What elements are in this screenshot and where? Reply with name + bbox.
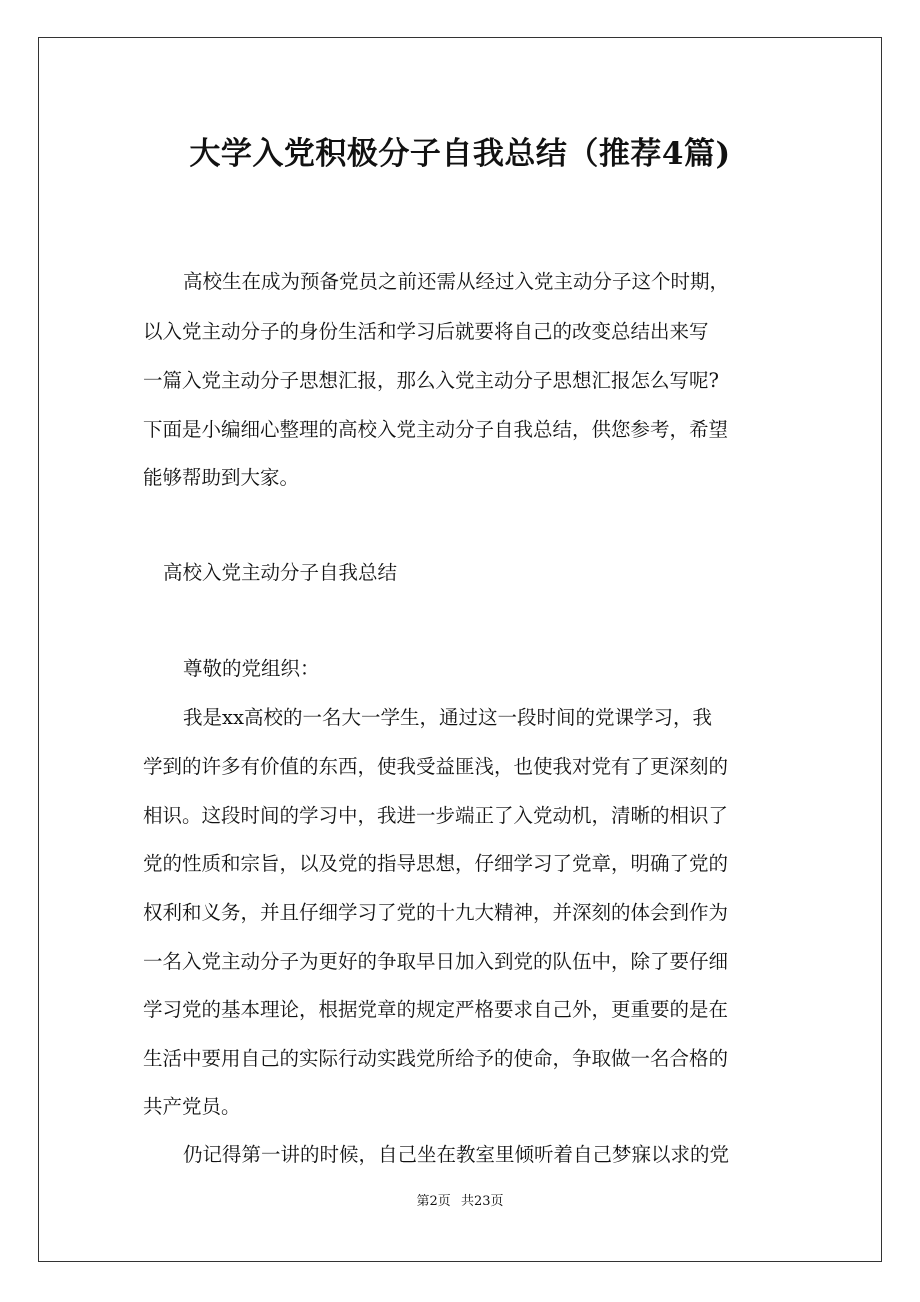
page-total: 共23页: [460, 1194, 504, 1209]
section-heading: 高校入党主动分子自我总结: [163, 561, 398, 584]
intro-line-4: 下面是小编细心整理的高校入党主动分子自我总结，供您参考，希望: [143, 418, 729, 441]
body-line-4: 党的性质和宗旨，以及党的指导思想，仔细学习了党章，明确了党的: [143, 852, 729, 875]
intro-line-2: 以入党主动分子的身份生活和学习后就要将自己的改变总结出来写: [143, 320, 709, 343]
body-line-6: 一名入党主动分子为更好的争取早日加入到党的队伍中，除了要仔细: [143, 950, 729, 973]
page-footer: [38, 1190, 882, 1209]
body-line-10: 仍记得第一讲的时候，自己坐在教室里倾听着自己梦寐以求的党: [183, 1143, 730, 1166]
intro-line-3: 一篇入党主动分子思想汇报，那么入党主动分子思想汇报怎么写呢?: [143, 369, 719, 392]
intro-line-5: 能够帮助到大家。: [143, 466, 300, 489]
body-line-3: 相识。这段时间的学习中，我进一步端正了入党动机，清晰的相识了: [143, 804, 729, 827]
body-line-1: 我是xx高校的一名大一学生，通过这一段时间的党课学习，我: [183, 706, 712, 729]
body-line-5: 权利和义务，并且仔细学习了党的十九大精神，并深刻的体会到作为: [143, 901, 729, 924]
page-number: 第2页: [416, 1194, 451, 1209]
intro-line-1: 高校生在成为预备党员之前还需从经过入党主动分子这个时期，: [183, 270, 730, 293]
document-title: 大学入党积极分子自我总结（推荐4篇): [189, 136, 731, 172]
salutation: 尊敬的党组织：: [183, 657, 320, 680]
body-line-2: 学到的许多有价值的东西，使我受益匪浅，也使我对党有了更深刻的: [143, 755, 729, 778]
body-line-8: 生活中要用自己的实际行动实践党所给予的使命，争取做一名合格的: [143, 1047, 729, 1070]
body-line-7: 学习党的基本理论，根据党章的规定严格要求自己外，更重要的是在: [143, 998, 729, 1021]
page-border: [38, 37, 882, 1262]
body-line-9: 共产党员。: [143, 1095, 241, 1118]
